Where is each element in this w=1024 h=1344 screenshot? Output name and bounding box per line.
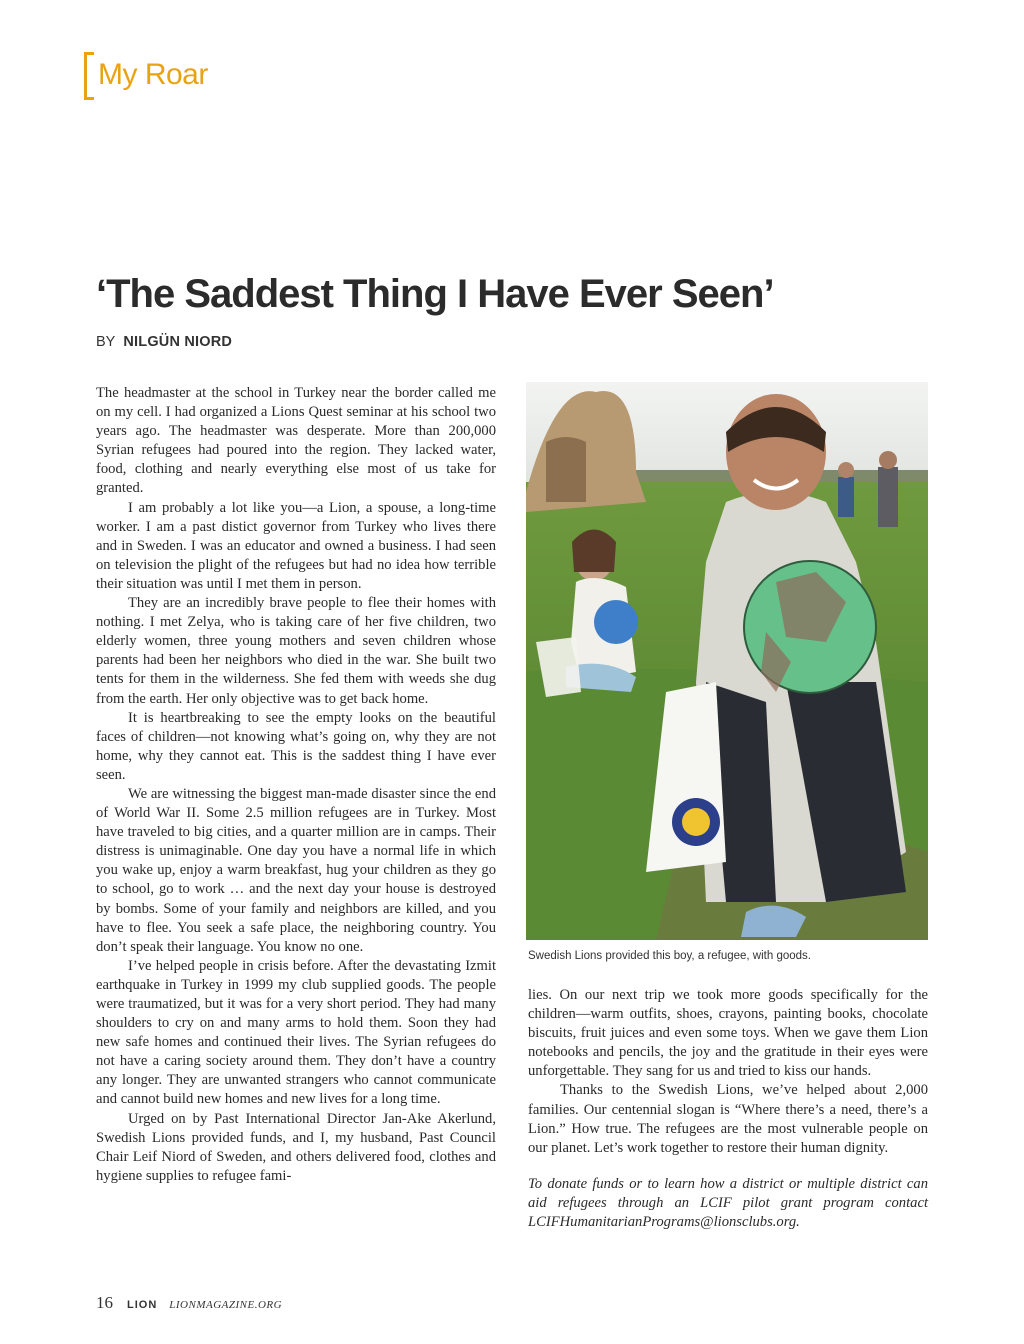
article-title: ‘The Saddest Thing I Have Ever Seen’ <box>96 272 774 316</box>
section-bracket <box>84 52 94 100</box>
paragraph: The headmaster at the school in Turkey near the border called me on my cell. I had organized a Lions Quest seminar at his school two years ago. The headmaster was desperate. More than 200,000 Syrian refugees had poured into the region. They lacked water, food, clothing and nearly everything else most of us take for granted. <box>96 385 496 497</box>
paragraph: It is heartbreaking to see the empty looks on the beautiful faces of children—not knowing what’s going on, why they are not home, why they cannot eat. This is the saddest thing I have ever seen. <box>96 709 496 783</box>
photo-caption: Swedish Lions provided this boy, a refugee, with goods. <box>528 950 811 962</box>
photo-illustration <box>526 382 928 940</box>
paragraph: They are an incredibly brave people to flee their homes with nothing. I met Zelya, who is taking care of her five children, two elderly women, three young mothers and seven children whose parents had been her neighbors who died in the war. She built two tents for them in the wilderness. She fed them with weeds she dug from the earth. Her only objective was to get back home. <box>96 595 496 707</box>
paragraph: lies. On our next trip we took more goods specifically for the children—warm outfits, shoes, crayons, painting books, chocolate biscuits, fruit juices and even some toys. When we gave them Lion notebooks and pencils, the joy and the gratitude in their eyes were unforgettable. They sang for us and tried to kiss our hands. <box>528 987 928 1080</box>
donate-note: To donate funds or to learn how a district or multiple district can aid refugees through an LCIF pilot grant program contact LCIFHumanitarianPrograms@lionsclubs.org. <box>528 1175 928 1231</box>
paragraph: We are witnessing the biggest man-made disaster since the end of World War II. Some 2.5 million refugees are in Turkey. Most have traveled to big cities, and a quarter million are in camps. Their distress is unimaginable. One day you have a normal life in which you wake up, enjoy a warm breakfast, hug your children as they go to school, go to work … and the next day your house is destroyed by bombs. Some of your family and neighbors are killed, and you have to flee. You seek a safe place, the neighboring country. You don’t speak their language. You know no one. <box>96 785 496 955</box>
byline-prefix: BY <box>96 334 116 350</box>
paragraph: I’ve helped people in crisis before. After the devastating Izmit earthquake in Turkey in 1999 my club supplied goods. The people were traumatized, but it was for a very short period. They had many shoulders to cry on and many arms to hold them. Soon they had new safe homes and continued their lives. The Syrian refugees do not have a caring society around them. They don’t have a country any longer. They are unwanted strangers who cannot communicate and cannot build new homes and new lives for a long time. <box>96 957 496 1108</box>
paragraph: Urged on by Past International Director Jan-Ake Akerlund, Swedish Lions provided funds, and I, my husband, Past Council Chair Leif Niord of Sweden, and others delivered food, clothes and hygiene supplies to refugee fami- <box>96 1110 496 1184</box>
magazine-name: LION <box>127 1299 158 1311</box>
magazine-website: LIONMAGAZINE.ORG <box>169 1299 283 1311</box>
byline <box>96 334 232 350</box>
page-footer <box>96 1293 282 1313</box>
paragraph: Thanks to the Swedish Lions, we’ve helped about 2,000 families. Our centennial slogan is “Where there’s a need, there’s a Lion.” How true. The refugees are the most vulnerable people on our planet. Let’s work together to restore their human dignity. <box>528 1082 928 1156</box>
article-column-right <box>528 986 928 1232</box>
paragraph: I am probably a lot like you—a Lion, a spouse, a long-time worker. I am a past distict governor from Turkey who lives there and in Sweden. I was an educator and owned a business. I had seen on television the plight of the refugees but had no idea how terrible their situation was until I met them in person. <box>96 499 496 592</box>
page-number: 16 <box>96 1293 113 1312</box>
refugee-boy-photo <box>526 382 928 940</box>
section-title: My Roar <box>98 58 208 91</box>
byline-author: NILGÜN NIORD <box>123 334 233 350</box>
article-column-left <box>96 384 496 1186</box>
